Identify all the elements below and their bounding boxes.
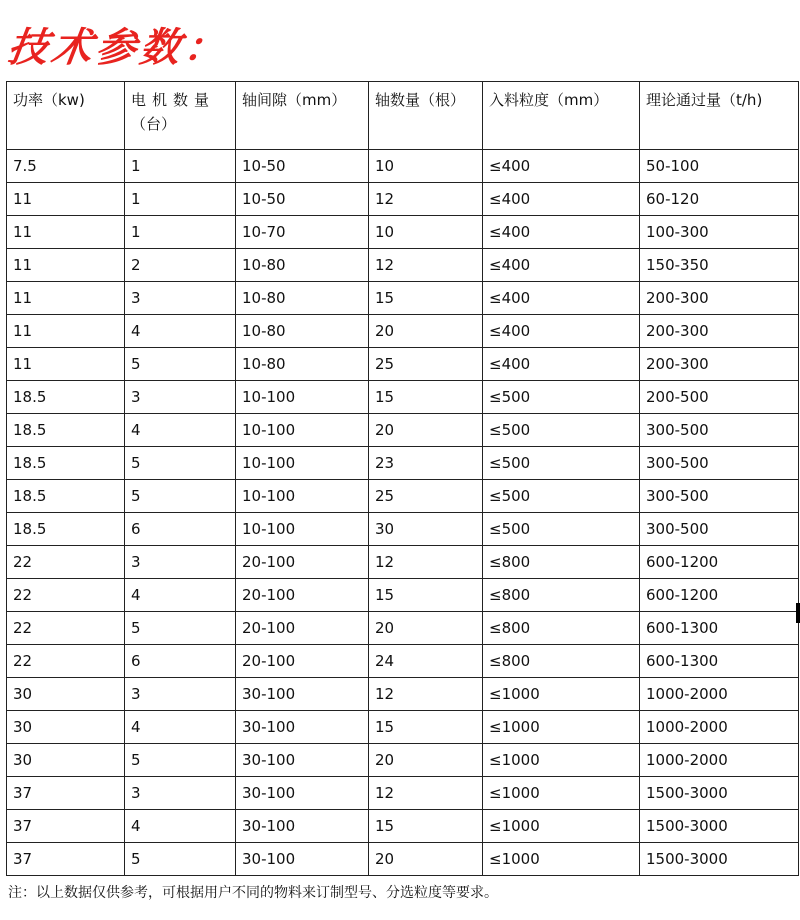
cell-motor-count: 5: [125, 348, 236, 381]
table-header-row: [7, 82, 799, 150]
cell-feed-size: ≤500: [483, 480, 640, 513]
cell-feed-size: ≤1000: [483, 810, 640, 843]
table-row: [7, 777, 799, 810]
table-row: [7, 645, 799, 678]
cell-power: 7.5: [7, 150, 125, 183]
cell-feed-size: ≤800: [483, 546, 640, 579]
cell-motor-count: 5: [125, 744, 236, 777]
cell-motor-count: 6: [125, 513, 236, 546]
cell-motor-count: 2: [125, 249, 236, 282]
cell-throughput: 60-120: [640, 183, 799, 216]
cell-power: 37: [7, 843, 125, 876]
cell-motor-count: 3: [125, 678, 236, 711]
table-row: [7, 678, 799, 711]
cell-feed-size: ≤1000: [483, 843, 640, 876]
cell-feed-size: ≤1000: [483, 711, 640, 744]
cell-shaft-gap: 10-80: [236, 249, 369, 282]
table-row: [7, 381, 799, 414]
cell-power: 30: [7, 744, 125, 777]
cell-shaft-count: 24: [369, 645, 483, 678]
cell-feed-size: ≤400: [483, 315, 640, 348]
cell-shaft-gap: 10-80: [236, 315, 369, 348]
cell-shaft-count: 20: [369, 315, 483, 348]
cell-motor-count: 5: [125, 843, 236, 876]
table-row: [7, 744, 799, 777]
cell-shaft-count: 10: [369, 216, 483, 249]
cell-shaft-gap: 10-100: [236, 447, 369, 480]
cell-shaft-count: 20: [369, 744, 483, 777]
header-feed-size: 入料粒度（mm）: [483, 82, 640, 150]
cell-feed-size: ≤1000: [483, 777, 640, 810]
cell-feed-size: ≤400: [483, 282, 640, 315]
cell-shaft-gap: 10-100: [236, 381, 369, 414]
cell-feed-size: ≤400: [483, 183, 640, 216]
table-row: [7, 282, 799, 315]
header-shaft-gap: 轴间隙（mm）: [236, 82, 369, 150]
cell-power: 11: [7, 183, 125, 216]
cell-motor-count: 4: [125, 315, 236, 348]
cell-motor-count: 3: [125, 381, 236, 414]
table-row: [7, 612, 799, 645]
cell-feed-size: ≤400: [483, 216, 640, 249]
table-row: [7, 249, 799, 282]
cell-power: 18.5: [7, 480, 125, 513]
cell-feed-size: ≤400: [483, 150, 640, 183]
cell-power: 18.5: [7, 381, 125, 414]
cell-throughput: 200-300: [640, 348, 799, 381]
table-row: [7, 843, 799, 876]
cell-shaft-count: 20: [369, 843, 483, 876]
cell-motor-count: 4: [125, 810, 236, 843]
cell-power: 37: [7, 777, 125, 810]
cell-motor-count: 4: [125, 711, 236, 744]
cell-throughput: 100-300: [640, 216, 799, 249]
cell-shaft-count: 15: [369, 282, 483, 315]
cell-shaft-count: 12: [369, 777, 483, 810]
cell-power: 30: [7, 678, 125, 711]
cell-shaft-count: 10: [369, 150, 483, 183]
cell-feed-size: ≤800: [483, 645, 640, 678]
cell-feed-size: ≤500: [483, 447, 640, 480]
cell-motor-count: 4: [125, 414, 236, 447]
cell-feed-size: ≤500: [483, 381, 640, 414]
table-row: [7, 546, 799, 579]
cell-power: 11: [7, 282, 125, 315]
cell-shaft-gap: 30-100: [236, 810, 369, 843]
cell-feed-size: ≤1000: [483, 744, 640, 777]
cell-motor-count: 5: [125, 612, 236, 645]
cell-throughput: 300-500: [640, 480, 799, 513]
cell-throughput: 50-100: [640, 150, 799, 183]
cell-shaft-count: 15: [369, 579, 483, 612]
cell-throughput: 1000-2000: [640, 744, 799, 777]
cell-shaft-gap: 20-100: [236, 612, 369, 645]
cell-power: 18.5: [7, 447, 125, 480]
cell-throughput: 600-1200: [640, 579, 799, 612]
page-title: 技术参数：: [4, 24, 232, 71]
cell-shaft-gap: 10-100: [236, 513, 369, 546]
cell-power: 11: [7, 216, 125, 249]
cell-motor-count: 3: [125, 282, 236, 315]
table-row: [7, 216, 799, 249]
header-shaft-count: 轴数量（根）: [369, 82, 483, 150]
cell-power: 11: [7, 315, 125, 348]
cell-shaft-gap: 20-100: [236, 645, 369, 678]
cell-throughput: 300-500: [640, 414, 799, 447]
header-throughput: 理论通过量（t/h): [640, 82, 799, 150]
cell-shaft-count: 12: [369, 546, 483, 579]
cell-motor-count: 3: [125, 546, 236, 579]
cell-feed-size: ≤800: [483, 612, 640, 645]
table-row: [7, 315, 799, 348]
cell-shaft-count: 20: [369, 612, 483, 645]
cell-throughput: 1500-3000: [640, 777, 799, 810]
cell-throughput: 1000-2000: [640, 711, 799, 744]
spec-table-body: [7, 150, 799, 876]
cell-feed-size: ≤1000: [483, 678, 640, 711]
cell-shaft-gap: 30-100: [236, 744, 369, 777]
cell-throughput: 200-300: [640, 282, 799, 315]
cell-shaft-gap: 10-50: [236, 183, 369, 216]
cell-shaft-gap: 20-100: [236, 546, 369, 579]
cell-shaft-count: 25: [369, 480, 483, 513]
cell-shaft-gap: 30-100: [236, 777, 369, 810]
table-row: [7, 579, 799, 612]
cell-power: 30: [7, 711, 125, 744]
cell-shaft-count: 20: [369, 414, 483, 447]
cell-shaft-count: 12: [369, 678, 483, 711]
cell-motor-count: 5: [125, 480, 236, 513]
cell-motor-count: 1: [125, 150, 236, 183]
cell-feed-size: ≤400: [483, 249, 640, 282]
header-motor-label: 电机数量: [131, 91, 216, 109]
cell-throughput: 600-1300: [640, 612, 799, 645]
cell-throughput: 1500-3000: [640, 810, 799, 843]
cell-throughput: 1000-2000: [640, 678, 799, 711]
cell-shaft-gap: 10-70: [236, 216, 369, 249]
cell-feed-size: ≤500: [483, 414, 640, 447]
cell-motor-count: 3: [125, 777, 236, 810]
cell-shaft-gap: 30-100: [236, 711, 369, 744]
cell-throughput: 1500-3000: [640, 843, 799, 876]
table-row: [7, 711, 799, 744]
cell-motor-count: 1: [125, 183, 236, 216]
table-row: [7, 513, 799, 546]
cell-throughput: 600-1300: [640, 645, 799, 678]
cell-feed-size: ≤500: [483, 513, 640, 546]
cell-feed-size: ≤400: [483, 348, 640, 381]
header-power: 功率（kw): [7, 82, 125, 150]
cell-throughput: 600-1200: [640, 546, 799, 579]
header-motor-unit: （台）: [131, 115, 177, 133]
cell-power: 22: [7, 645, 125, 678]
cell-shaft-count: 23: [369, 447, 483, 480]
cell-shaft-gap: 10-80: [236, 348, 369, 381]
cell-shaft-gap: 20-100: [236, 579, 369, 612]
footnote: 注：以上数据仅供参考，可根据用户不同的物料来订制型号、分选粒度等要求。: [8, 885, 498, 901]
cell-shaft-gap: 10-80: [236, 282, 369, 315]
cell-shaft-gap: 30-100: [236, 843, 369, 876]
cell-feed-size: ≤800: [483, 579, 640, 612]
cell-shaft-count: 15: [369, 810, 483, 843]
cell-power: 37: [7, 810, 125, 843]
cell-power: 22: [7, 546, 125, 579]
table-row: [7, 150, 799, 183]
cell-power: 22: [7, 612, 125, 645]
table-row: [7, 183, 799, 216]
cell-throughput: 300-500: [640, 447, 799, 480]
cell-shaft-count: 30: [369, 513, 483, 546]
cell-motor-count: 6: [125, 645, 236, 678]
table-row: [7, 480, 799, 513]
table-row: [7, 414, 799, 447]
cell-shaft-count: 15: [369, 711, 483, 744]
cell-shaft-gap: 10-50: [236, 150, 369, 183]
cell-shaft-gap: 10-100: [236, 480, 369, 513]
cell-motor-count: 1: [125, 216, 236, 249]
cell-power: 11: [7, 348, 125, 381]
spec-table: [6, 81, 799, 876]
cell-motor-count: 5: [125, 447, 236, 480]
cell-shaft-count: 12: [369, 183, 483, 216]
cell-power: 18.5: [7, 513, 125, 546]
cell-throughput: 150-350: [640, 249, 799, 282]
table-row: [7, 348, 799, 381]
header-motor-count: [125, 82, 236, 150]
cell-shaft-count: 15: [369, 381, 483, 414]
cell-power: 22: [7, 579, 125, 612]
cell-throughput: 200-300: [640, 315, 799, 348]
cell-power: 11: [7, 249, 125, 282]
edge-marker: [796, 603, 800, 623]
cell-shaft-gap: 10-100: [236, 414, 369, 447]
cell-motor-count: 4: [125, 579, 236, 612]
table-row: [7, 447, 799, 480]
cell-shaft-count: 25: [369, 348, 483, 381]
cell-throughput: 300-500: [640, 513, 799, 546]
cell-power: 18.5: [7, 414, 125, 447]
cell-shaft-count: 12: [369, 249, 483, 282]
table-row: [7, 810, 799, 843]
cell-throughput: 200-500: [640, 381, 799, 414]
cell-shaft-gap: 30-100: [236, 678, 369, 711]
